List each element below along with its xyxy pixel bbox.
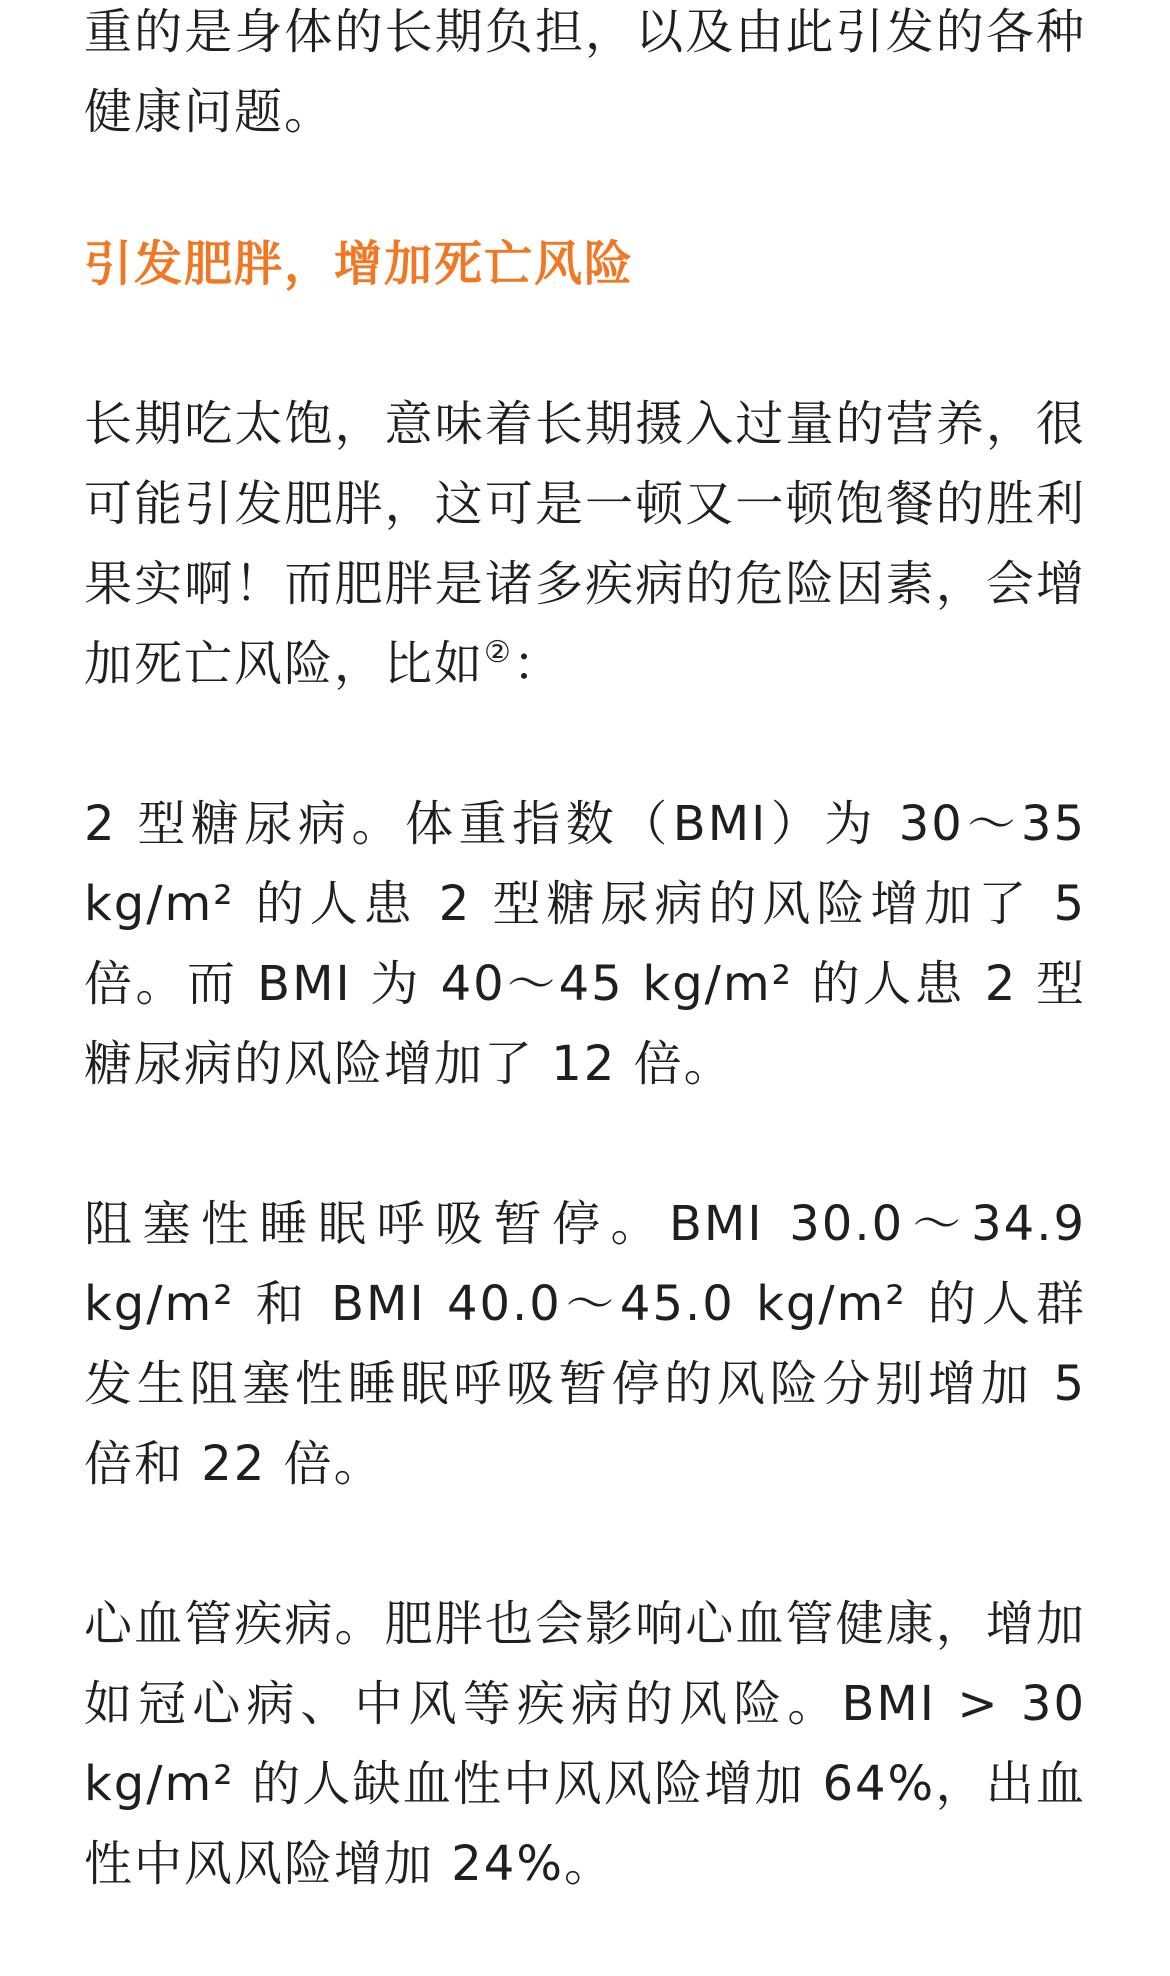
intro-paragraph: 重的是身体的长期负担，以及由此引发的各种健康问题。: [84, 4, 1086, 140]
article-body: [84, 0, 1086, 1904]
section-heading: 引发肥胖，增加死亡风险: [84, 236, 635, 292]
overeating-paragraph: [84, 384, 1086, 704]
diabetes-paragraph: 2 型糖尿病。体重指数（BMI）为 30～35 kg/m² 的人患 2 型糖尿病的风险增加了 5 倍。而 BMI 为 40～45 kg/m² 的人患 2 型糖尿病的风险增加了 12 倍。: [84, 796, 1086, 1092]
sleep-apnea-paragraph: 阻塞性睡眠呼吸暂停。BMI 30.0～34.9 kg/m² 和 BMI 40.0～45.0 kg/m² 的人群发生阻塞性睡眠呼吸暂停的风险分别增加 5 倍和 22 倍。: [84, 1196, 1086, 1492]
overeating-text: 长期吃太饱，意味着长期摄入过量的营养，很可能引发肥胖，这可是一顿又一顿饱餐的胜利果实啊！而肥胖是诸多疾病的危险因素，会增加死亡风险，比如: [84, 396, 1086, 692]
reference-marker[interactable]: ②: [484, 635, 513, 670]
overeating-colon: ：: [512, 636, 563, 692]
cardiovascular-paragraph: 心血管疾病。肥胖也会影响心血管健康，增加如冠心病、中风等疾病的风险。BMI > 30 kg/m² 的人缺血性中风风险增加 64%，出血性中风风险增加 24%。: [84, 1596, 1086, 1892]
